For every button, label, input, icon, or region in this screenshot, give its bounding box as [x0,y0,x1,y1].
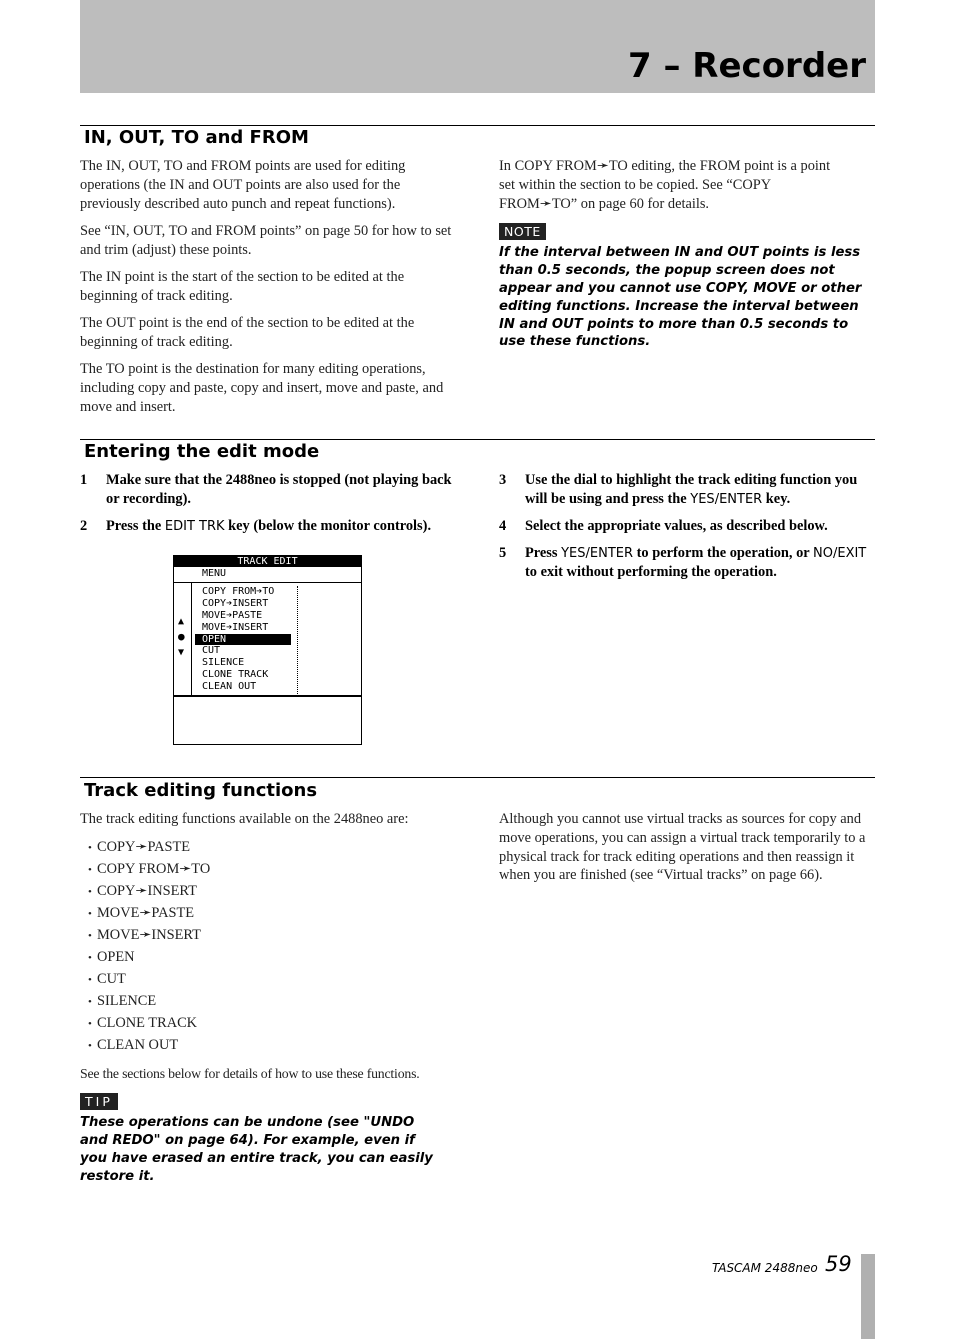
section-rule [80,439,875,440]
lcd-menu-item: MOVE➔INSERT [202,621,269,633]
lcd-menu-label: MENU [202,568,227,579]
step-text: Make sure that the 2488neo is stopped (not playing back or recording). [106,472,452,507]
list-item: • CUT [88,971,126,988]
function-list [80,837,460,1057]
lcd-menu-list [195,586,291,693]
lcd-menu-item: CLEAN OUT [202,681,257,693]
step-text: to perform the operation, or [633,545,814,561]
step-number: 5 [499,545,507,561]
paragraph: The track editing functions available on the 2488neo are: [80,811,409,827]
paragraph: See “IN, OUT, TO and FROM points” on page 50 for how to set and trim (adjust) these points. [80,222,452,258]
list-item: • MOVE➛PASTE [88,905,195,922]
lcd-menu-item-selected: OPEN [195,634,291,646]
section1-right-column [499,157,877,351]
step-item [80,471,465,509]
list-item: • COPY FROM➛TO [88,861,211,878]
list-item: • COPY➛PASTE [88,839,191,856]
list-item: • OPEN [88,949,135,966]
section-rule [80,125,875,126]
lcd-menu-item: CLONE TRACK [202,669,269,681]
section1-left-column [80,157,460,425]
lcd-menu-item: CUT [202,645,221,657]
note-text: If the interval between IN and OUT points is less than 0.5 seconds, the popup screen does not appear and you cannot use COPY, MOVE or other editing functions. Increase the interval between IN and OUT points to more than 0.5 seconds to use these functions. [499,245,862,350]
step-text: Press the [106,518,165,534]
step-text: Press [525,545,562,561]
list-item: • CLEAN OUT [88,1037,179,1054]
key-name: YES/ENTER [690,492,763,507]
lcd-track-edit-screen [173,555,362,745]
paragraph: The OUT point is the end of the section to be edited at the beginning of track editing. [80,315,415,350]
step-number: 2 [80,518,88,534]
step-text: key. [762,491,791,507]
paragraph: The IN, OUT, TO and FROM points are used for editing operations (the IN and OUT points are also used for the previously described auto punch and repeat functions). [80,158,406,212]
step-item [499,544,875,582]
steps-right [499,471,875,590]
section-title-in-out-to-from: IN, OUT, TO and FROM [84,127,309,148]
paragraph: Although you cannot use virtual tracks as sources for copy and move operations, you can assign a virtual track temporarily to a physical track for track editing operations and then reassign it when you are finished (see “Virtual tracks” on page 66). [499,811,866,884]
up-arrow-icon: ▲ [178,616,185,627]
step-number: 3 [499,472,507,488]
section-title-edit-mode: Entering the edit mode [84,441,320,462]
lcd-divider [191,583,192,695]
lcd-menu-item: COPY➔INSERT [202,597,269,609]
down-arrow-icon: ▼ [178,647,185,658]
key-name: EDIT TRK [164,519,225,534]
step-text: key (below the monitor controls). [224,518,432,534]
paragraph: The TO point is the destination for many editing operations, including copy and paste, copy and insert, move and paste, and move and insert. [80,361,444,415]
lcd-menu-item: MOVE➔PASTE [202,609,263,621]
section-rule [80,777,875,778]
step-item [499,517,875,536]
step-number: 1 [80,472,88,488]
key-name: YES/ENTER [561,546,634,561]
dial-icon: ● [178,630,185,643]
lcd-menu-item: SILENCE [202,657,245,669]
lcd-scroll-guide [297,586,298,694]
key-name: NO/EXIT [813,546,867,561]
lcd-divider [174,582,361,583]
step-number: 4 [499,518,507,534]
footer-bar [861,1254,875,1339]
lcd-header: TRACK EDIT [174,556,361,567]
page-number: 59 [825,1252,852,1276]
step-item [80,517,465,536]
section-title-track-editing: Track editing functions [84,780,318,801]
paragraph: See the sections below for details of how to use these functions. [80,1066,420,1082]
footer-brand: TASCAM 2488neo [712,1261,818,1275]
list-item: • SILENCE [88,993,157,1010]
list-item: • COPY➛INSERT [88,883,197,900]
note-label: NOTE [499,223,546,240]
step-item [499,471,875,509]
lcd-divider [174,695,361,697]
list-item: • MOVE➛INSERT [88,927,201,944]
tip-text: These operations can be undone (see "UNDO and REDO" on page 64). For example, even if you have erased an entire track, you can easily restore it. [80,1115,433,1184]
paragraph: In COPY FROM➛TO editing, the FROM point is a point set within the section to be copied. See “COPY FROM➛TO” on page 60 for details. [499,158,831,212]
paragraph: The IN point is the start of the section to be edited at the beginning of track editing. [80,268,405,304]
section3-left-column [80,810,460,1186]
section3-right-column [499,810,875,894]
chapter-title: 7 – Recorder [627,46,866,86]
step-text: to exit without performing the operation. [525,564,777,580]
list-item: • CLONE TRACK [88,1015,198,1032]
step-text: Use the dial to highlight the track editing function you will be using and press the [525,472,858,507]
steps-left [80,471,465,544]
lcd-menu-item: COPY FROM➔TO [202,586,275,597]
tip-label: TIP [80,1093,118,1110]
step-text: Select the appropriate values, as described below. [525,518,828,534]
